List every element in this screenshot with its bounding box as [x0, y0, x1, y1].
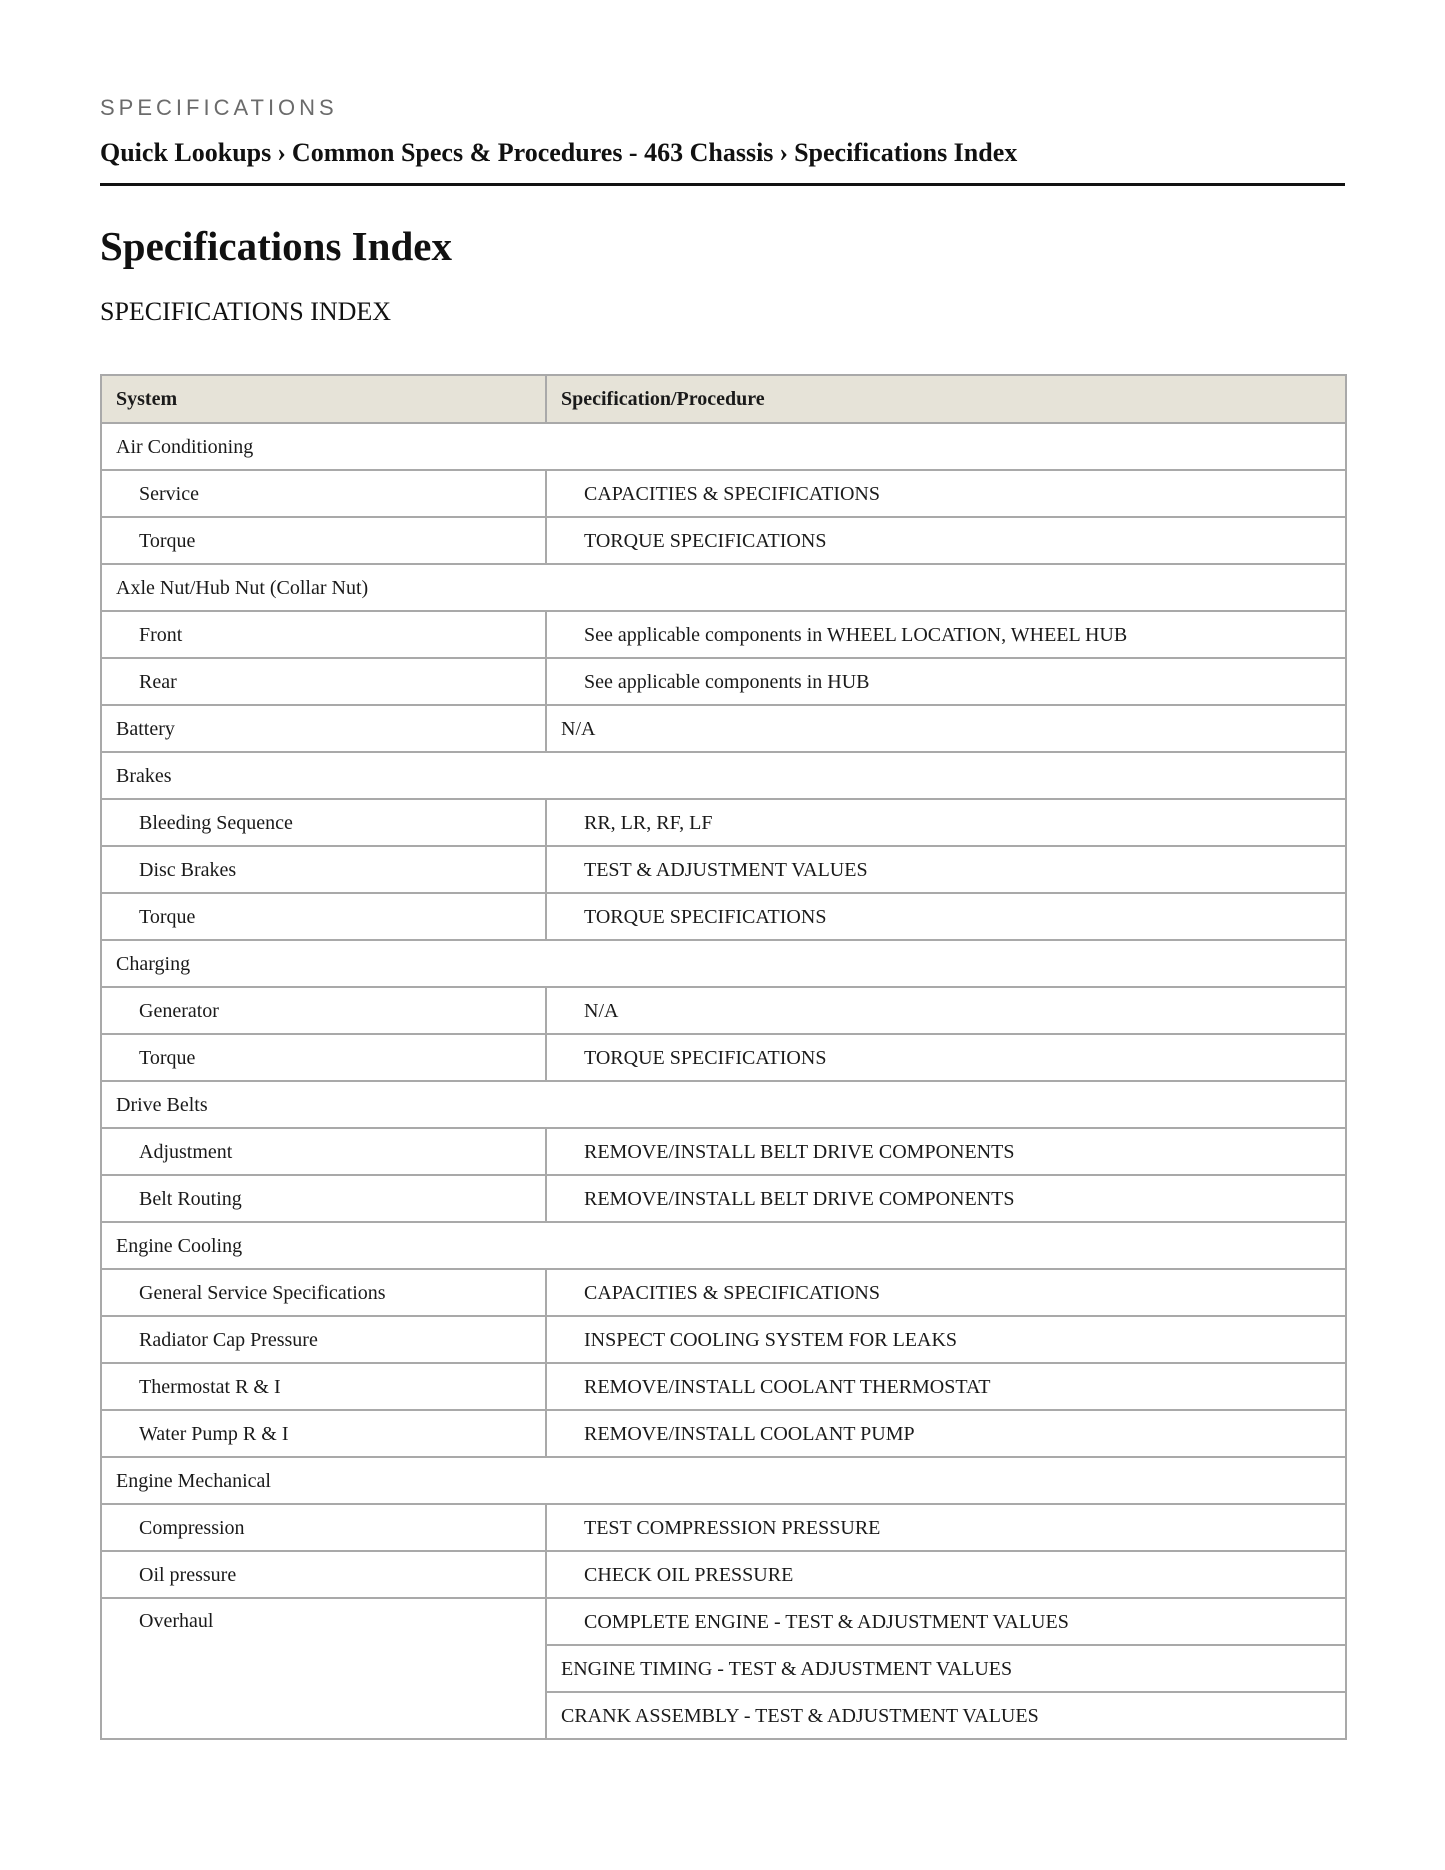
table-row [101, 1504, 1346, 1551]
system-group-label: Axle Nut/Hub Nut (Collar Nut) [101, 564, 1346, 611]
table-group-row [101, 752, 1346, 799]
document-page [100, 0, 1345, 1740]
system-group-label: Drive Belts [101, 1081, 1346, 1128]
table-row [101, 846, 1346, 893]
header-divider [100, 183, 1345, 186]
specification-link[interactable]: INSPECT COOLING SYSTEM FOR LEAKS [546, 1316, 1346, 1363]
specification-link[interactable]: REMOVE/INSTALL BELT DRIVE COMPONENTS [546, 1175, 1346, 1222]
table-group-row [101, 564, 1346, 611]
table-row [101, 987, 1346, 1034]
system-group-label: Air Conditioning [101, 423, 1346, 470]
subsystem-label: Generator [101, 987, 546, 1034]
specification-link[interactable]: TORQUE SPECIFICATIONS [546, 517, 1346, 564]
specification-link[interactable]: TEST & ADJUSTMENT VALUES [546, 846, 1346, 893]
specification-link[interactable]: REMOVE/INSTALL BELT DRIVE COMPONENTS [546, 1128, 1346, 1175]
breadcrumb-item-current: Specifications Index [794, 138, 1018, 167]
system-group-label: Charging [101, 940, 1346, 987]
table-row [101, 1598, 1346, 1645]
subsystem-label: Service [101, 470, 546, 517]
subsystem-label: Oil pressure [101, 1551, 546, 1598]
column-header-specification: Specification/Procedure [546, 375, 1346, 423]
subsystem-label: Thermostat R & I [101, 1363, 546, 1410]
specification-link[interactable]: CAPACITIES & SPECIFICATIONS [546, 1269, 1346, 1316]
table-row [101, 1269, 1346, 1316]
subsystem-label: Rear [101, 658, 546, 705]
section-label: SPECIFICATIONS [100, 95, 338, 120]
specification-link[interactable]: CAPACITIES & SPECIFICATIONS [546, 470, 1346, 517]
specification-link[interactable]: REMOVE/INSTALL COOLANT THERMOSTAT [546, 1363, 1346, 1410]
breadcrumb-separator: › [779, 138, 789, 167]
table-header-row [101, 375, 1346, 423]
specification-link[interactable]: TORQUE SPECIFICATIONS [546, 1034, 1346, 1081]
subsystem-label: General Service Specifications [101, 1269, 546, 1316]
system-group-label: Brakes [101, 752, 1346, 799]
subsystem-label: Torque [101, 1034, 546, 1081]
specifications-table [100, 374, 1347, 1740]
table-body [101, 423, 1346, 1739]
breadcrumb [100, 137, 1345, 169]
subsystem-label: Overhaul [101, 1598, 546, 1739]
table-group-row [101, 1222, 1346, 1269]
table-group-row [101, 940, 1346, 987]
table-group-row [101, 423, 1346, 470]
specification-link[interactable]: TORQUE SPECIFICATIONS [546, 893, 1346, 940]
subsystem-label: Bleeding Sequence [101, 799, 546, 846]
table-row [101, 1410, 1346, 1457]
table-row [101, 1316, 1346, 1363]
table-group-row [101, 1081, 1346, 1128]
table-row [101, 470, 1346, 517]
specification-link[interactable]: TEST COMPRESSION PRESSURE [546, 1504, 1346, 1551]
specification-value: N/A [546, 705, 1346, 752]
page-title: Specifications Index [100, 223, 452, 269]
table-group-row [101, 705, 1346, 752]
system-group-label: Engine Cooling [101, 1222, 1346, 1269]
breadcrumb-item-common-specs[interactable]: Common Specs & Procedures - 463 Chassis [291, 138, 774, 167]
table-group-row [101, 1457, 1346, 1504]
breadcrumb-separator: › [277, 138, 286, 167]
subsystem-label: Water Pump R & I [101, 1410, 546, 1457]
subsystem-label: Compression [101, 1504, 546, 1551]
table-row [101, 517, 1346, 564]
system-group-label: Battery [101, 705, 546, 752]
table-row [101, 1363, 1346, 1410]
specification-link[interactable]: CHECK OIL PRESSURE [546, 1551, 1346, 1598]
system-group-label: Engine Mechanical [101, 1457, 1346, 1504]
table-row [101, 799, 1346, 846]
specification-link[interactable]: REMOVE/INSTALL COOLANT PUMP [546, 1410, 1346, 1457]
table-row [101, 1034, 1346, 1081]
specification-link[interactable]: RR, LR, RF, LF [546, 799, 1346, 846]
specification-link[interactable]: See applicable components in HUB [546, 658, 1346, 705]
specification-link[interactable]: N/A [546, 987, 1346, 1034]
table-row [101, 611, 1346, 658]
subsystem-label: Adjustment [101, 1128, 546, 1175]
subsystem-label: Torque [101, 893, 546, 940]
subsystem-label: Disc Brakes [101, 846, 546, 893]
specification-link[interactable]: See applicable components in WHEEL LOCATION, WHEEL HUB [546, 611, 1346, 658]
breadcrumb-item-quick-lookups[interactable]: Quick Lookups [100, 138, 272, 167]
specification-link[interactable]: ENGINE TIMING - TEST & ADJUSTMENT VALUES [546, 1645, 1346, 1692]
subsystem-label: Belt Routing [101, 1175, 546, 1222]
column-header-system: System [101, 375, 546, 423]
table-row [101, 1551, 1346, 1598]
subsystem-label: Radiator Cap Pressure [101, 1316, 546, 1363]
specification-link[interactable]: CRANK ASSEMBLY - TEST & ADJUSTMENT VALUES [546, 1692, 1346, 1739]
section-heading: SPECIFICATIONS INDEX [100, 297, 392, 326]
table-row [101, 1175, 1346, 1222]
table-row [101, 1128, 1346, 1175]
subsystem-label: Front [101, 611, 546, 658]
specification-link[interactable]: COMPLETE ENGINE - TEST & ADJUSTMENT VALUES [546, 1598, 1346, 1645]
subsystem-label: Torque [101, 517, 546, 564]
table-row [101, 658, 1346, 705]
table-row [101, 893, 1346, 940]
